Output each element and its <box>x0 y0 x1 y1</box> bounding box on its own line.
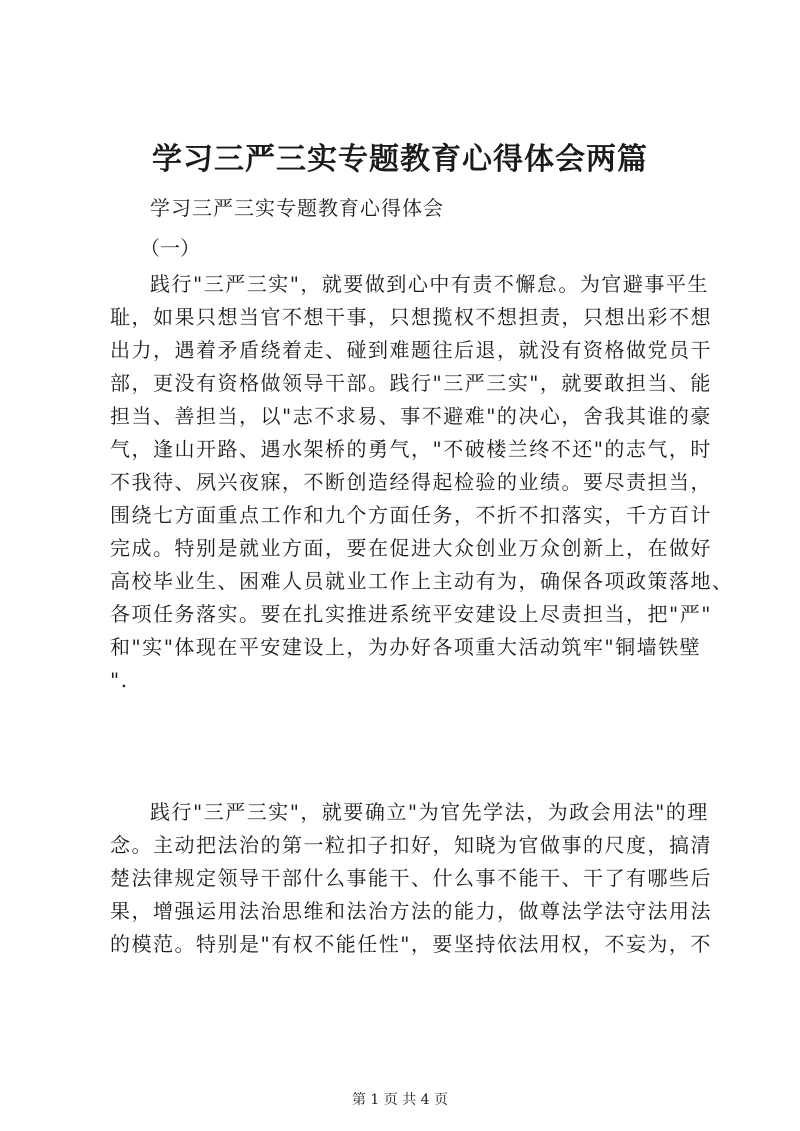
paragraph-line: 各项任务落实。要在扎实推进系统平安建设上尽责担当，把"严" <box>110 602 712 626</box>
paragraph-line: 部，更没有资格做领导干部。践行"三严三实"，就要敢担当、能 <box>110 371 712 395</box>
paragraph-line: 和"实"体现在平安建设上，为办好各项重大活动筑牢"铜墙铁壁 <box>110 635 702 659</box>
paragraph-line: 气，逢山开路、遇水架桥的勇气，"不破楼兰终不还"的志气，时 <box>110 437 712 461</box>
paragraph-line: 的模范。特别是"有权不能任性"，要坚持依法用权，不妄为，不 <box>110 932 712 956</box>
paragraph-line: 担当、善担当，以"志不求易、事不避难"的决心，舍我其谁的豪 <box>110 404 712 428</box>
paragraph-line: 耻，如果只想当官不想干事，只想揽权不想担责，只想出彩不想 <box>110 305 712 329</box>
paragraph-line: 果，增强运用法治思维和法治方法的能力，做尊法学法守法用法 <box>110 899 712 923</box>
paragraph-line: ". <box>110 668 129 692</box>
paragraph-line: 践行"三严三实"，就要确立"为官先学法，为政会用法"的理 <box>150 800 709 824</box>
paragraph-line: 楚法律规定领导干部什么事能干、什么事不能干、干了有哪些后 <box>110 866 712 890</box>
paragraph-line: 围绕七方面重点工作和九个方面任务，不折不扣落实，千方百计 <box>110 503 712 527</box>
paragraph-line: 高校毕业生、困难人员就业工作上主动有为，确保各项政策落地、 <box>110 569 734 593</box>
paragraph-2 <box>110 796 710 961</box>
paragraph-1 <box>110 268 734 697</box>
paragraph-line: 念。主动把法治的第一粒扣子扣好，知晓为官做事的尺度，搞清 <box>110 833 712 857</box>
paragraph-line: 完成。特别是就业方面，要在促进大众创业万众创新上，在做好 <box>110 536 712 560</box>
document-title: 学习三严三实专题教育心得体会两篇 <box>152 142 648 177</box>
section-number: （一） <box>140 236 200 260</box>
paragraph-line: 践行"三严三实"，就要做到心中有责不懈怠。为官避事平生 <box>150 272 709 296</box>
document-subtitle: 学习三严三实专题教育心得体会 <box>150 196 444 220</box>
paragraph-line: 出力，遇着矛盾绕着走、碰到难题往后退，就没有资格做党员干 <box>110 338 712 362</box>
paragraph-line: 不我待、夙兴夜寐，不断创造经得起检验的业绩。要尽责担当， <box>110 470 712 494</box>
page-footer: 第 1 页 共 4 页 <box>351 1092 449 1108</box>
